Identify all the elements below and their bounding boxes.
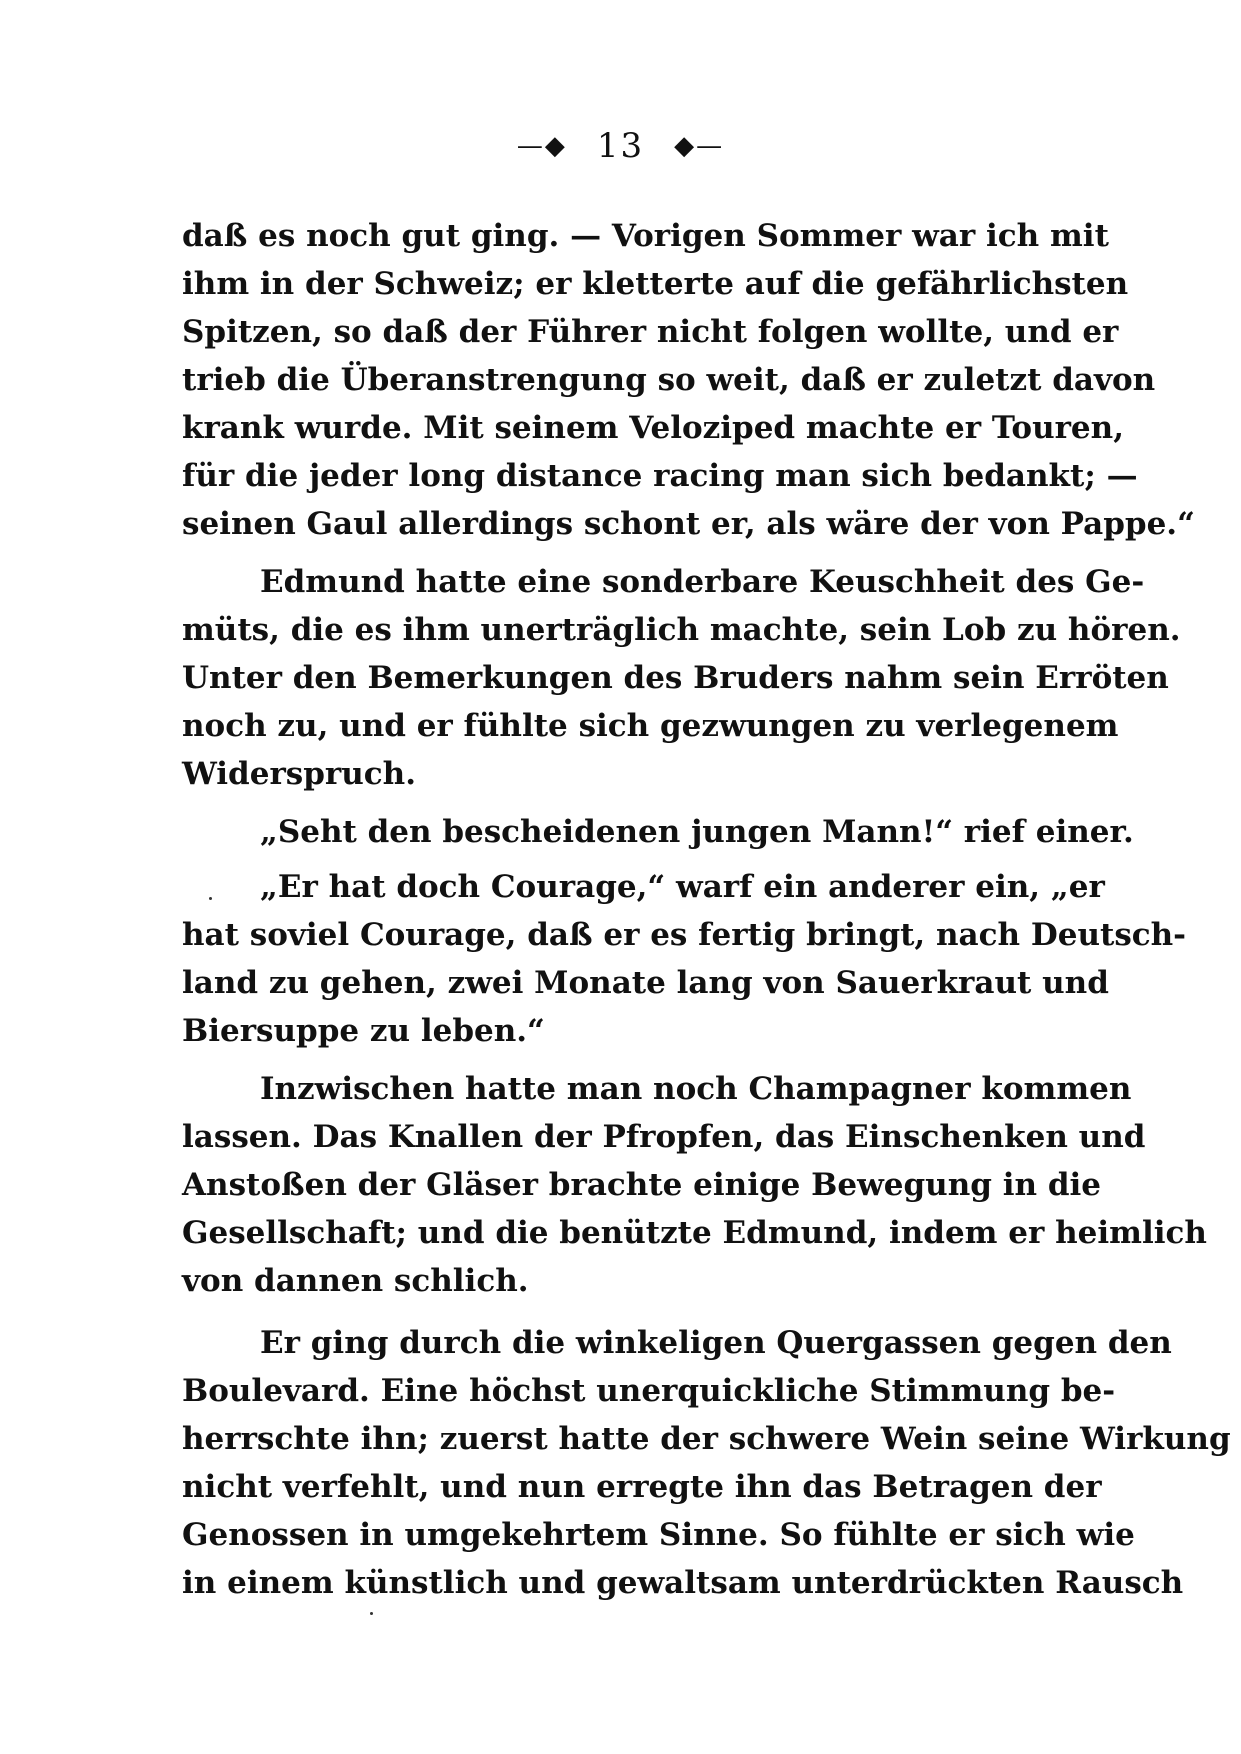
text-line: trieb die Überanstrengung so weit, daß er zuletzt davon [182,362,1156,398]
text-line: Biersuppe zu leben.“ [182,1013,545,1049]
paragraph [182,863,1187,1055]
text-line: in einem künstlich und gewaltsam unterdrückten Rausch [182,1565,1184,1601]
text-line: krank wurde. Mit seinem Veloziped machte er Touren, [182,410,1124,446]
text-line: Gesellschaft; und die benützte Edmund, indem er heimlich [182,1215,1207,1251]
page-number: 13 [596,126,645,166]
text-line: Inzwischen hatte man noch Champagner kommen [260,1071,1132,1107]
text-line: Edmund hatte eine sonderbare Keuschheit des Ge- [260,564,1145,600]
text-line: von dannen schlich. [182,1263,529,1299]
text-line: Widerspruch. [182,756,416,792]
text-line: für die jeder long distance racing man sich bedankt; — [182,458,1138,494]
paragraph [182,558,1181,798]
paragraph [182,808,1134,856]
text-line: Er ging durch die winkeligen Quergassen gegen den [260,1325,1172,1361]
ornament-right: ◆— [674,131,725,161]
ink-speck [370,1612,373,1615]
ornament-left: —◆ [516,131,567,161]
body-text [182,212,1231,1607]
ink-speck [209,897,212,900]
text-line: Unter den Bemerkungen des Bruders nahm sein Erröten [182,660,1169,696]
paragraph [182,212,1195,548]
text-line: hat soviel Courage, daß er es fertig bringt, nach Deutsch- [182,917,1187,953]
text-line: land zu gehen, zwei Monate lang von Sauerkraut und [182,965,1109,1001]
text-line: Spitzen, so daß der Führer nicht folgen wollte, und er [182,314,1119,350]
text-line: ihm in der Schweiz; er kletterte auf die gefährlichsten [182,266,1129,302]
text-line: „Er hat doch Courage,“ warf ein anderer ein, „er [260,869,1105,905]
paragraph [182,1319,1231,1607]
paragraph [182,1065,1207,1305]
text-line: Genossen in umgekehrtem Sinne. So fühlte er sich wie [182,1517,1135,1553]
text-line: nicht verfehlt, und nun erregte ihn das Betragen der [182,1469,1102,1505]
page-header [0,126,1241,166]
text-line: müts, die es ihm unerträglich machte, sein Lob zu hören. [182,612,1181,648]
text-line: noch zu, und er fühlte sich gezwungen zu verlegenem [182,708,1119,744]
text-line: „Seht den bescheidenen jungen Mann!“ rief einer. [260,814,1134,850]
text-line: lassen. Das Knallen der Pfropfen, das Einschenken und [182,1119,1146,1155]
text-line: Boulevard. Eine höchst unerquickliche Stimmung be- [182,1373,1116,1409]
text-line: herrschte ihn; zuerst hatte der schwere Wein seine Wirkung [182,1421,1231,1457]
text-line: daß es noch gut ging. — Vorigen Sommer war ich mit [182,218,1109,254]
text-line: seinen Gaul allerdings schont er, als wäre der von Pappe.“ [182,506,1195,542]
text-line: Anstoßen der Gläser brachte einige Bewegung in die [182,1167,1101,1203]
